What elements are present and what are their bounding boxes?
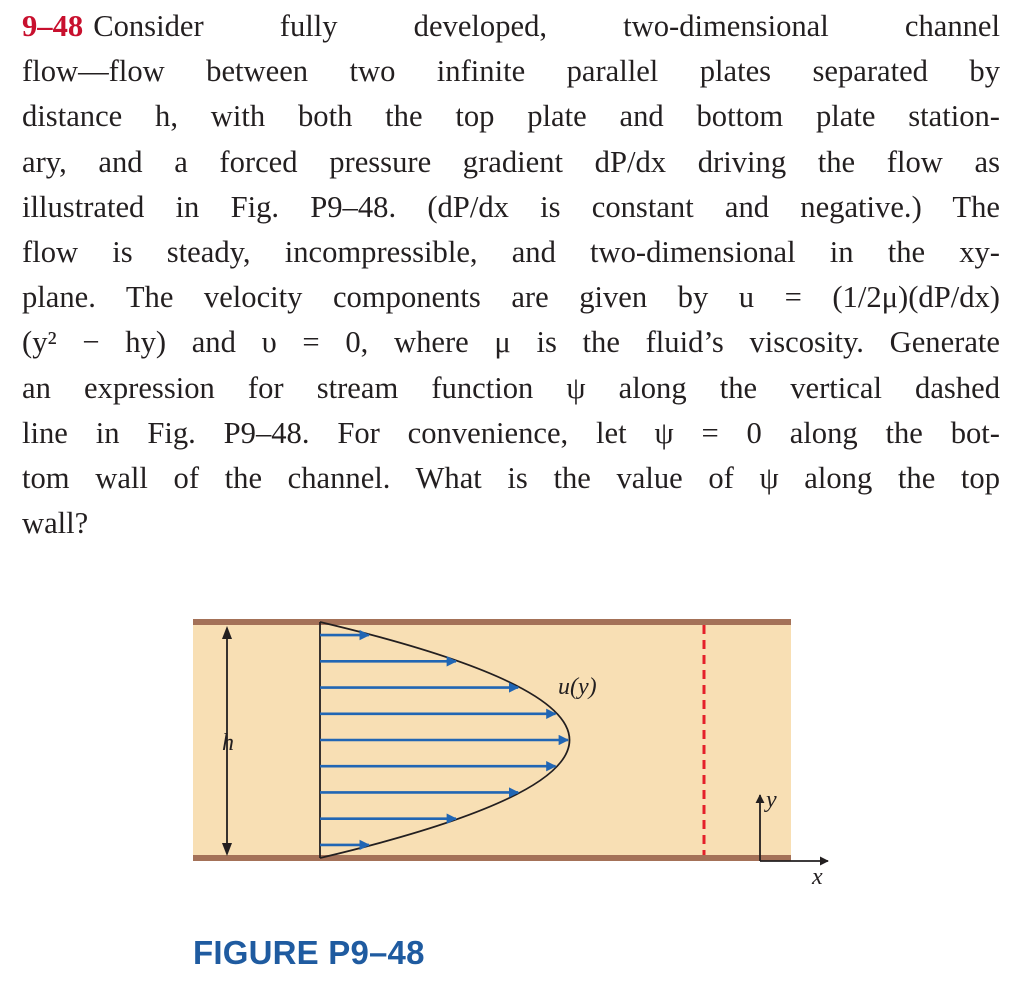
problem-number: 9–48 xyxy=(22,9,84,43)
problem-line-8: (y² − hy) and υ = 0, where μ is the fluid’s viscosity. Generate xyxy=(22,325,1000,360)
label-u-of-y: u(y) xyxy=(558,674,597,700)
problem-line-6: flow is steady, incompressible, and two-dimensional in the xy- xyxy=(22,234,1000,269)
label-x: x xyxy=(812,864,823,890)
problem-line-10: line in Fig. P9–48. For convenience, let ψ = 0 along the bot- xyxy=(22,415,1000,450)
problem-line-12: wall? xyxy=(22,506,89,541)
problem-line-11: tom wall of the channel. What is the value of ψ along the top xyxy=(22,460,1000,495)
problem-line-5: illustrated in Fig. P9–48. (dP/dx is constant and negative.) The xyxy=(22,189,1000,224)
problem-line-3: distance h, with both the top plate and bottom plate station- xyxy=(22,99,1000,134)
problem-line-9: an expression for stream function ψ along the vertical dashed xyxy=(22,370,1000,405)
figure-caption: FIGURE P9–48 xyxy=(193,934,425,971)
problem-line-4: ary, and a forced pressure gradient dP/dx driving the flow as xyxy=(22,144,1000,179)
label-y: y xyxy=(766,787,777,813)
problem-line-7: plane. The velocity components are given by u = (1/2μ)(dP/dx) xyxy=(22,280,1000,315)
problem-line-1-text: Consider fully developed, two-dimensional channel xyxy=(93,9,1000,43)
label-h: h xyxy=(222,730,234,756)
bottom-wall xyxy=(193,855,791,861)
top-wall xyxy=(193,619,791,625)
problem-line-2: flow—flow between two infinite parallel plates separated by xyxy=(22,54,1000,89)
